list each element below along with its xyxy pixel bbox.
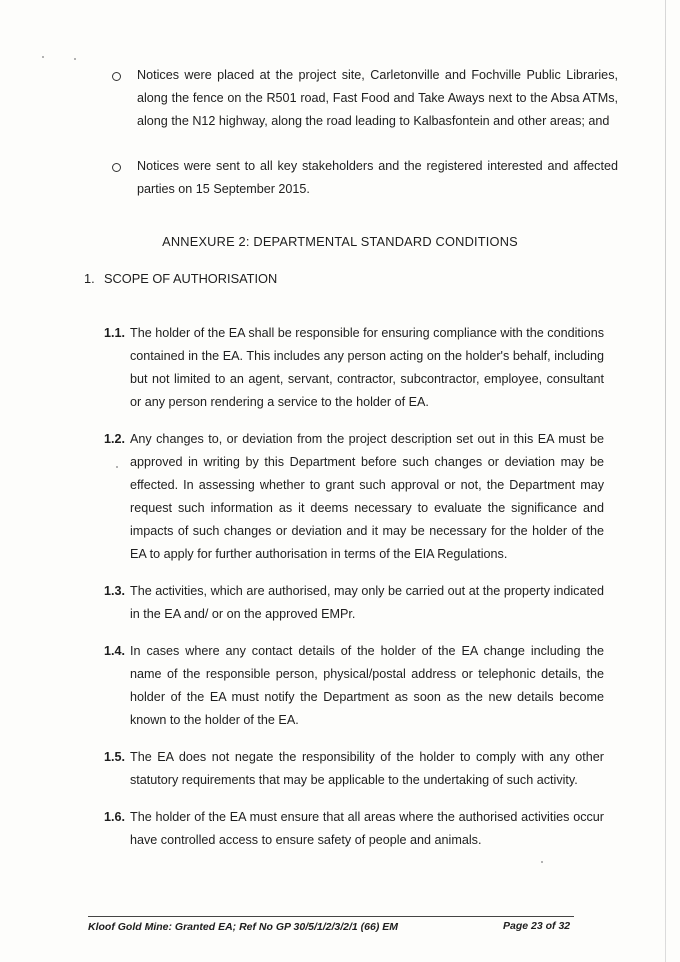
bullet-item (112, 155, 618, 201)
condition-text: The EA does not negate the responsibility of the holder to comply with any other statutory requirements that may be applicable to the undertaking of such activity. (130, 750, 604, 787)
footer-divider (88, 916, 574, 917)
condition-text: The holder of the EA shall be responsible for ensuring compliance with the conditions contained in the EA. This includes any person acting on the holder's behalf, including but not limited to an agent, servant, contractor, subcontractor, employee, consultant or any person rendering a service to the holder of EA. (130, 326, 604, 409)
bullet-text: Notices were placed at the project site, Carletonville and Fochville Public Libraries, along the fence on the R501 road, Fast Food and Take Aways next to the Absa ATMs, along the N12 highway, along the road leading to Kalbasfontein and other areas; and (137, 68, 618, 128)
bullet-circle-icon (112, 72, 121, 81)
condition-item (104, 746, 604, 792)
condition-item (104, 428, 604, 566)
section-heading (84, 271, 277, 286)
bullet-item (112, 64, 618, 133)
condition-text: Any changes to, or deviation from the project description set out in this EA must be approved in writing by this Department before such changes or deviation may be effected. In assessing whether to grant such approval or not, the Department may request such information as it deems necessary to evaluate the significance and impacts of such changes or deviation and it may be necessary for the holder of the EA to apply for further authorisation in terms of the EIA Regulations. (130, 432, 604, 561)
condition-list (104, 322, 604, 866)
condition-text: In cases where any contact details of the holder of the EA change including the name of the responsible person, physical/postal address or telephonic details, the holder of the EA must notify the Department as soon as the new details become known to the holder of the EA. (130, 644, 604, 727)
condition-text: The holder of the EA must ensure that all areas where the authorised activities occur have controlled access to ensure safety of people and animals. (130, 810, 604, 847)
scan-speck (74, 58, 76, 60)
condition-item (104, 322, 604, 414)
section-title: SCOPE OF AUTHORISATION (104, 271, 278, 286)
annexure-title: ANNEXURE 2: DEPARTMENTAL STANDARD CONDITIONS (162, 234, 518, 249)
condition-number: 1.6. (104, 810, 126, 824)
section-number: 1. (84, 271, 95, 286)
condition-item (104, 806, 604, 852)
page-number: Page 23 of 32 (503, 920, 571, 932)
condition-number: 1.2. (104, 432, 126, 446)
condition-number: 1.5. (104, 750, 126, 764)
bullet-text: Notices were sent to all key stakeholders and the registered interested and affected parties on 15 September 2015. (137, 159, 618, 196)
condition-number: 1.4. (104, 644, 126, 658)
condition-number: 1.1. (104, 326, 126, 340)
condition-number: 1.3. (104, 584, 126, 598)
condition-item (104, 640, 604, 732)
footer-reference: Kloof Gold Mine: Granted EA; Ref No GP 30/5/1/2/3/2/1 (66) EM (88, 921, 399, 933)
notice-bullet-list (112, 64, 618, 223)
scan-speck (42, 56, 44, 58)
condition-item (104, 580, 604, 626)
condition-text: The activities, which are authorised, may only be carried out at the property indicated in the EA and/ or on the approved EMPr. (130, 584, 604, 621)
scan-edge (665, 0, 666, 962)
bullet-circle-icon (112, 163, 121, 172)
